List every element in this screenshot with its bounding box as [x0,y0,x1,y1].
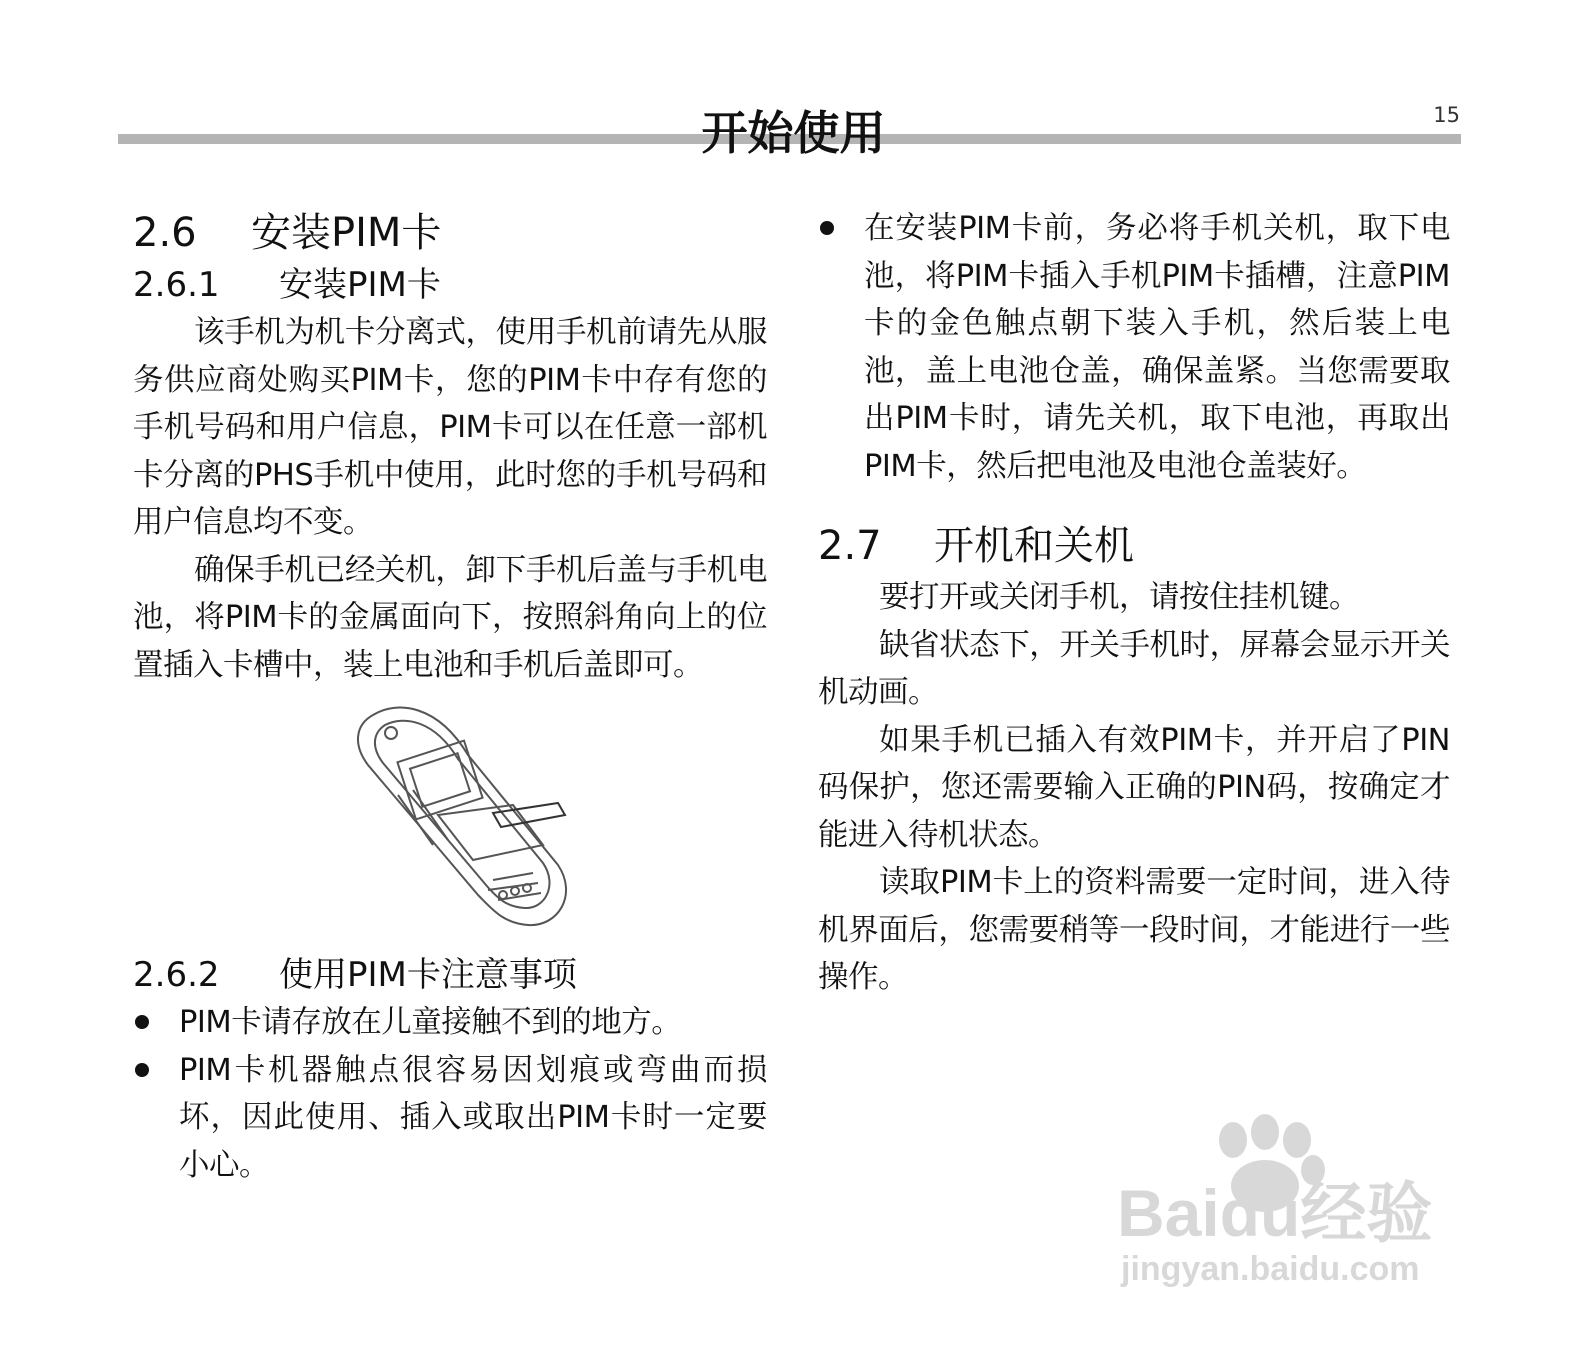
paragraph: 该手机为机卡分离式，使用手机前请先从服务供应商处购买PIM卡，您的PIM卡中存有您的手机号码和用户信息，PIM卡可以在任意一部机卡分离的PHS手机中使用，此时您的手机号码和用户信息均不变。 [133,315,767,540]
paragraph: 要打开或关闭手机，请按住挂机键。 [879,580,1359,615]
paragraph: 缺省状态下，开关手机时，屏幕会显示开关机动画。 [818,627,1450,710]
bullet-icon [135,1015,149,1029]
phone-sim-illustration [343,695,583,935]
section-number: 2.6 [133,210,197,256]
list-item [818,205,1450,490]
paragraph: 确保手机已经关机，卸下手机后盖与手机电池，将PIM卡的金属面向下，按照斜角向上的位置插入卡槽中，装上电池和手机后盖即可。 [133,552,767,683]
list-item-text: PIM卡请存放在儿童接触不到的地方。 [179,1005,682,1040]
chapter-title: 开始使用 [701,106,886,160]
bullet-icon [135,1063,149,1077]
watermark-brand: Baidu经验 [1117,1176,1433,1250]
section-title: 开机和关机 [934,523,1134,569]
section-heading-2-6 [133,205,767,261]
subsection-number: 2.6.2 [133,955,220,995]
list-item [133,999,767,1047]
section-number: 2.7 [818,523,882,569]
bullet-list [133,999,767,1189]
right-column [818,205,1450,1002]
section-title: 安装PIM卡 [251,210,442,256]
list-item-text: 在安装PIM卡前，务必将手机关机，取下电池，将PIM卡插入手机PIM卡插槽，注意PIM卡的金色触点朝下装入手机，然后装上电池，盖上电池仓盖，确保盖紧。当您需要取出PIM卡时，请先关机，取下电池，再取出PIM卡，然后把电池及电池仓盖装好。 [864,211,1450,484]
phone-sim-illustration-drawing [343,695,583,935]
section-heading-2-7 [818,518,1450,574]
subsection-number: 2.6.1 [133,265,220,305]
baidu-paw-logo-icon [1113,1108,1473,1298]
list-item-text: PIM卡机器触点很容易因划痕或弯曲而损坏，因此使用、插入或取出PIM卡时一定要小心。 [179,1052,767,1183]
subsection-title: 安装PIM卡 [279,265,441,305]
watermark-url: jingyan.baidu.com [1121,1250,1420,1288]
baidu-jingyan-watermark [1113,1108,1473,1298]
bullet-list [818,205,1450,490]
subsection-heading-2-6-1 [133,261,767,309]
page-number: 15 [1433,103,1460,127]
paragraph: 如果手机已插入有效PIM卡，并开启了PIN码保护，您还需要输入正确的PIN码，按确定才能进入待机状态。 [818,722,1450,853]
left-column [133,205,767,1189]
paragraph: 读取PIM卡上的资料需要一定时间，进入待机界面后，您需要稍等一段时间，才能进行一些操作。 [818,865,1450,995]
subsection-title: 使用PIM卡注意事项 [279,955,577,995]
bullet-icon [820,221,834,235]
subsection-heading-2-6-2 [133,951,767,999]
list-item [133,1047,767,1190]
